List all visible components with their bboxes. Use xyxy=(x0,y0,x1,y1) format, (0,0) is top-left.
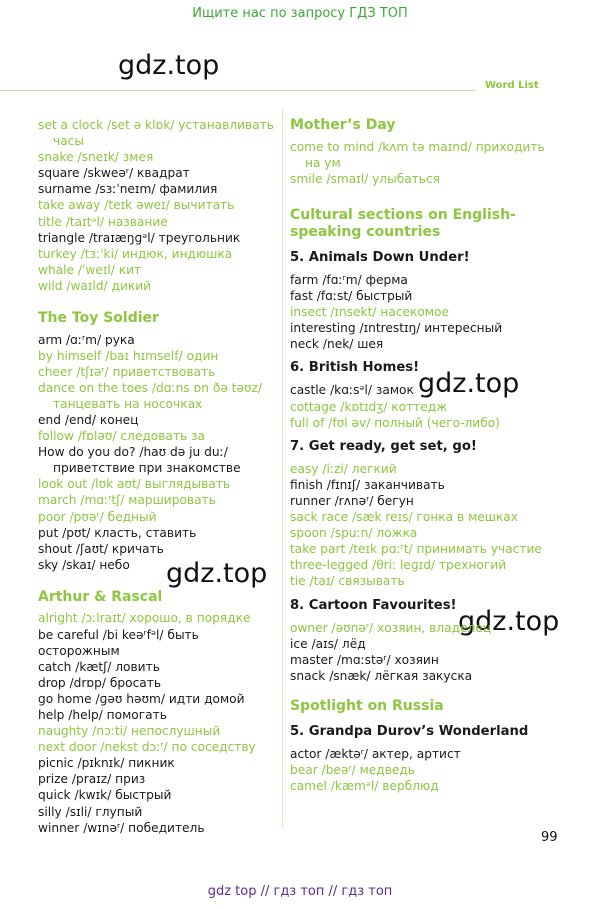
vocab-translation: легкий xyxy=(351,461,397,476)
word-list-label: Word List xyxy=(485,80,539,91)
vocab-entry xyxy=(290,171,560,187)
vocab-translation: квадрат xyxy=(137,166,190,181)
vocab-transcription: /spuːn/ xyxy=(330,526,373,541)
vocab-transcription: /teɪk əweɪ/ xyxy=(104,198,170,213)
watermark-right-mid: gdz.top xyxy=(418,368,520,399)
vocab-word: fast xyxy=(290,288,313,303)
vocab-entry xyxy=(38,610,278,626)
vocab-transcription: /mɑːstəʳ/ xyxy=(336,652,391,667)
vocab-word: master xyxy=(290,652,333,667)
vocab-translation: устанавливать xyxy=(178,118,274,132)
vocab-transcription: /sæk reɪs/ xyxy=(352,510,413,525)
vocab-translation: насекомое xyxy=(380,305,449,320)
vocab-transcription: /pɪknɪk/ xyxy=(77,756,125,771)
vocab-word: triangle xyxy=(38,230,85,245)
vocab-transcription: /iːzi/ xyxy=(322,461,348,476)
vocab-transcription: /pʊt/ xyxy=(62,525,91,540)
vocab-word: bear xyxy=(290,762,318,777)
vocab-translation-continued: на ум xyxy=(305,155,341,170)
vocab-transcription: /nek/ xyxy=(322,337,354,352)
vocab-translation: фамилия xyxy=(159,182,218,197)
subsection-title-animals: 5. Animals Down Under! xyxy=(290,249,470,265)
vocab-transcription: /kɒtɪdʒ/ xyxy=(340,399,388,414)
section-title-spotlight: Spotlight on Russia xyxy=(290,698,444,715)
vocab-word: sky xyxy=(38,557,59,572)
bottom-banner: gdz top // гдз топ // гдз топ xyxy=(207,884,393,899)
right-column xyxy=(290,117,560,794)
vocab-translation: победитель xyxy=(128,820,205,835)
vocab-word: spoon xyxy=(290,526,327,541)
vocab-word: actor xyxy=(290,746,322,761)
vocab-entry xyxy=(290,762,560,778)
vocab-word: three-legged xyxy=(290,558,369,573)
subsection-title-getready: 7. Get ready, get set, go! xyxy=(290,438,477,454)
vocab-transcription: /ɡəʊ həʊm/ xyxy=(95,691,165,706)
vocab-transcription: /fʊl əv/ xyxy=(328,415,371,430)
vocab-transcription: /snæk/ xyxy=(329,668,371,683)
vocab-translation: рука xyxy=(104,332,135,347)
vocab-transcription: /ɔːlraɪt/ xyxy=(81,611,126,626)
vocab-transcription: /kwɪk/ xyxy=(74,788,112,803)
vocab-word: turkey xyxy=(38,246,77,261)
vocab-transcription: /ˈweɪl/ xyxy=(77,262,115,277)
vocab-word: square xyxy=(38,166,80,181)
vocab-transcription: /bi keəʳfᵊl/ xyxy=(102,627,164,642)
vocab-translation: треугольник xyxy=(158,230,241,245)
vocab-transcription: /tʃɪəʳ/ xyxy=(76,364,109,379)
vocab-translation: по соседству xyxy=(171,740,256,755)
vocab-entry xyxy=(290,415,560,431)
vocab-word: owner xyxy=(290,620,328,635)
vocab-translation: принимать участие xyxy=(416,542,542,557)
vocab-entry xyxy=(38,412,278,428)
vocab-transcription: /baɪ hɪmself/ xyxy=(105,348,183,363)
vocab-entry xyxy=(290,139,560,171)
vocab-translation: хозяин xyxy=(394,652,439,667)
vocab-word: end xyxy=(38,413,61,427)
vocab-entry xyxy=(290,320,560,336)
vocab-translation: гонка в мешках xyxy=(416,510,518,525)
vocab-entry xyxy=(38,149,278,165)
vocab-translation: бегун xyxy=(377,494,414,508)
vocab-word: easy xyxy=(290,461,319,476)
left-column xyxy=(38,117,278,836)
column-divider xyxy=(282,108,283,828)
vocab-transcription: /əʊnəʳ/ xyxy=(331,620,374,635)
vocab-translation: помогать xyxy=(106,708,167,722)
vocab-translation: полный (чего-либо) xyxy=(374,415,500,430)
vocab-entry xyxy=(38,691,278,707)
vocab-word: drop xyxy=(38,675,66,690)
vocab-word: catch xyxy=(38,659,72,674)
vocab-transcription: /taɪtᵊl/ xyxy=(65,214,104,229)
vocab-translation: приветствовать xyxy=(112,364,216,379)
vocab-entry xyxy=(290,272,560,288)
vocab-transcription: /sɜːˈneɪm/ xyxy=(95,182,156,197)
vocab-translation: верблюд xyxy=(382,778,439,793)
vocab-transcription: /fɪnɪʃ/ xyxy=(326,477,361,492)
page-number: 99 xyxy=(541,830,558,845)
vocab-entry xyxy=(290,652,560,668)
vocab-translation: следовать за xyxy=(120,429,205,444)
vocab-transcription: /kɑːsᵊl/ xyxy=(330,383,372,398)
vocab-entry xyxy=(290,620,560,636)
vocab-word: next door xyxy=(38,740,97,755)
vocab-word: arm xyxy=(38,332,63,347)
vocab-translation: бросать xyxy=(109,675,162,690)
vocab-transcription: /tɜːˈki/ xyxy=(80,246,119,261)
vocab-translation: бедный xyxy=(107,509,157,524)
vocab-entry xyxy=(38,804,278,820)
vocab-translation: улыбаться xyxy=(372,171,441,186)
vocab-word: follow xyxy=(38,429,74,444)
cartoon-entries xyxy=(290,620,560,684)
vocab-translation: ферма xyxy=(365,272,408,287)
vocab-transcription: /wɪnəʳ/ xyxy=(83,820,125,835)
vocab-translation: змея xyxy=(122,150,154,165)
vocab-entry xyxy=(38,557,278,573)
vocab-entry xyxy=(38,332,278,348)
vocab-translation-continued: приветствие при знакомстве xyxy=(53,461,241,476)
vocab-word: look out xyxy=(38,477,88,492)
vocab-entry xyxy=(290,636,560,652)
vocab-entry xyxy=(38,117,278,149)
vocab-transcription: /ʃaʊt/ xyxy=(75,541,109,556)
vocab-transcription: /drɒp/ xyxy=(69,675,106,690)
vocab-word: be careful xyxy=(38,627,99,642)
vocab-translation: быть осторожным xyxy=(38,627,199,658)
vocab-transcription: /smaɪl/ xyxy=(326,171,369,186)
vocab-entry xyxy=(38,262,278,278)
vocab-translation: связывать xyxy=(338,574,405,589)
vocab-entry xyxy=(38,246,278,262)
vocab-transcription: /skaɪ/ xyxy=(62,557,96,572)
vocab-entry xyxy=(38,525,278,541)
section-title-mothers-day: Mother’s Day xyxy=(290,117,396,133)
vocab-translation: приходить xyxy=(475,139,545,154)
vocab-entry xyxy=(290,382,560,398)
vocab-word: naughty xyxy=(38,724,89,739)
vocab-entry xyxy=(290,541,560,557)
intro-entries xyxy=(38,117,278,294)
vocab-entry xyxy=(38,348,278,364)
animals-entries xyxy=(290,272,560,352)
vocab-word: quick xyxy=(38,788,71,803)
vocab-entry xyxy=(290,288,560,304)
vocab-entry xyxy=(38,707,278,723)
vocab-transcription: /skweəʳ/ xyxy=(83,166,134,181)
header-rule xyxy=(0,90,476,91)
vocab-transcription: /sɪli/ xyxy=(65,804,92,819)
vocab-entry xyxy=(38,627,278,659)
vocab-entry xyxy=(38,278,278,294)
vocab-transcription: /ɑːʳm/ xyxy=(66,332,102,347)
vocab-entry xyxy=(38,428,278,444)
section-title-arthur-rascal: Arthur & Rascal xyxy=(38,588,163,605)
vocab-word: camel xyxy=(290,778,327,793)
vocab-entry xyxy=(38,675,278,691)
vocab-word: snake xyxy=(38,150,74,165)
vocab-transcription: /praɪz/ xyxy=(71,772,112,787)
vocab-word: sack race xyxy=(290,510,349,525)
vocab-word: smile xyxy=(290,171,323,186)
vocab-word: go home xyxy=(38,691,92,706)
vocab-translation: дикий xyxy=(111,278,152,293)
vocab-translation: кричать xyxy=(111,541,164,556)
vocab-translation: ложка xyxy=(376,526,418,541)
vocab-word: take away xyxy=(38,198,101,213)
vocab-transcription: /set ə klɒk/ xyxy=(107,118,175,132)
vocab-word: set a clock xyxy=(38,118,104,132)
vocab-entry xyxy=(290,304,560,320)
vocab-transcription: /waɪld/ xyxy=(66,278,108,293)
vocab-word: How do you do? xyxy=(38,445,136,460)
vocab-entry xyxy=(38,476,278,492)
vocab-transcription: /ɪnsekt/ xyxy=(330,305,377,320)
vocab-entry xyxy=(38,755,278,771)
vocab-word: surname xyxy=(38,182,92,197)
toy-soldier-entries xyxy=(38,332,278,573)
vocab-word: put xyxy=(38,525,59,540)
vocab-transcription: /rʌnəʳ/ xyxy=(334,494,374,508)
vocab-entry xyxy=(290,778,560,794)
subsection-title-durov: 5. Grandpa Durov’s Wonderland xyxy=(290,723,529,739)
vocab-word: tie xyxy=(290,574,306,589)
vocab-entry xyxy=(290,493,560,509)
vocab-transcription: /θriː leɡɪd/ xyxy=(372,558,436,573)
vocab-translation: быстрый xyxy=(356,288,413,303)
vocab-translation-continued: танцевать на носочках xyxy=(53,396,203,411)
subsection-title-cartoon: 8. Cartoon Favourites! xyxy=(290,597,457,613)
vocab-translation: заканчивать xyxy=(364,477,445,492)
vocab-word: shout xyxy=(38,541,73,556)
vocab-entry xyxy=(38,659,278,675)
vocab-word: runner xyxy=(290,494,331,508)
vocab-entry xyxy=(38,444,278,476)
vocab-entry xyxy=(38,380,278,412)
vocab-word: snack xyxy=(290,668,326,683)
vocab-word: march xyxy=(38,493,77,508)
vocab-translation: один xyxy=(186,348,219,363)
vocab-translation: лёд xyxy=(341,636,366,651)
vocab-entry xyxy=(290,668,560,684)
watermark-center: gdz.top xyxy=(166,558,268,589)
mothers-day-entries xyxy=(290,139,560,187)
vocab-translation: трехногий xyxy=(438,558,507,573)
vocab-translation: медведь xyxy=(359,762,415,777)
vocab-transcription: /sneɪk/ xyxy=(77,150,119,165)
vocab-translation: пикник xyxy=(128,756,175,771)
vocab-transcription: /kætʃ/ xyxy=(75,659,112,674)
vocab-transcription: /taɪ/ xyxy=(309,574,335,589)
vocab-translation: быстрый xyxy=(115,788,172,803)
vocab-transcription: /kæmᵊl/ xyxy=(330,778,379,793)
arthur-rascal-entries xyxy=(38,610,278,835)
vocab-translation: шея xyxy=(357,337,384,352)
vocab-word: dance on the toes xyxy=(38,380,149,395)
vocab-word: full of xyxy=(290,415,325,430)
watermark-top: gdz.top xyxy=(118,50,220,81)
vocab-word: whale xyxy=(38,262,75,277)
vocab-transcription: /kʌm tə maɪnd/ xyxy=(378,139,472,154)
vocab-entry xyxy=(38,739,278,755)
vocab-word: insect xyxy=(290,305,327,320)
vocab-transcription: /help/ xyxy=(68,708,103,722)
vocab-word: come to mind xyxy=(290,139,375,154)
vocab-transcription: /fɑːst/ xyxy=(316,288,353,303)
vocab-word: picnic xyxy=(38,756,74,771)
vocab-translation: класть, ставить xyxy=(94,525,197,540)
vocab-entry xyxy=(38,541,278,557)
vocab-entry xyxy=(290,336,560,352)
vocab-translation: идти домой xyxy=(168,691,245,706)
vocab-transcription: /fɑːʳm/ xyxy=(322,272,362,287)
vocab-translation: непослушный xyxy=(131,724,221,739)
vocab-transcription: /æktəʳ/ xyxy=(325,746,368,761)
vocab-translation: замок xyxy=(375,383,414,398)
vocab-word: title xyxy=(38,214,62,229)
vocab-entry xyxy=(290,746,560,762)
vocab-word: silly xyxy=(38,804,62,819)
vocab-translation: индюк, индюшка xyxy=(121,246,233,261)
vocab-entry xyxy=(38,364,278,380)
vocab-transcription: /nɔːti/ xyxy=(92,724,128,739)
vocab-transcription: /nekst dɔːʳ/ xyxy=(100,740,168,755)
vocab-entry xyxy=(38,214,278,230)
vocab-transcription: /traɪæŋɡᵊl/ xyxy=(88,230,155,245)
vocab-word: interesting xyxy=(290,321,356,336)
vocab-translation: маршировать xyxy=(128,493,216,508)
vocab-entry xyxy=(38,165,278,181)
vocab-translation: кит xyxy=(118,262,142,277)
vocab-entry xyxy=(38,492,278,508)
vocab-word: by himself xyxy=(38,348,102,363)
british-entries xyxy=(290,382,560,430)
section-title-toy-soldier: The Toy Soldier xyxy=(38,310,159,327)
vocab-word: cottage xyxy=(290,399,337,414)
vocab-translation: небо xyxy=(99,557,130,572)
vocab-entry xyxy=(290,557,560,573)
vocab-transcription: /dɑːns ɒn ðə təʊz/ xyxy=(151,380,262,395)
vocab-entry xyxy=(38,723,278,739)
vocab-translation: название xyxy=(107,214,168,229)
vocab-word: farm xyxy=(290,272,319,287)
vocab-entry xyxy=(290,461,560,477)
vocab-entry xyxy=(38,787,278,803)
vocab-translation: интересный xyxy=(424,321,503,336)
watermark-right-low: gdz.top xyxy=(458,606,560,637)
vocab-transcription: /mɑːʳtʃ/ xyxy=(80,493,125,508)
vocab-transcription: /beəʳ/ xyxy=(321,762,356,777)
vocab-transcription: /ɪntrestɪŋ/ xyxy=(359,321,421,336)
vocab-entry xyxy=(290,399,560,415)
vocab-word: castle xyxy=(290,383,327,398)
vocab-word: finish xyxy=(290,477,323,492)
subsection-title-british: 6. British Homes! xyxy=(290,360,420,376)
vocab-translation: лёгкая закуска xyxy=(374,668,473,683)
vocab-entry xyxy=(38,509,278,525)
vocab-entry xyxy=(290,573,560,589)
vocab-translation: конец xyxy=(99,413,139,427)
vocab-transcription: /end/ xyxy=(64,413,97,427)
vocab-word: take part xyxy=(290,542,346,557)
vocab-word: cheer xyxy=(38,364,73,379)
vocab-word: prize xyxy=(38,772,69,787)
vocab-transcription: /pʊəʳ/ xyxy=(69,509,104,524)
vocab-translation-continued: часы xyxy=(53,134,84,149)
vocab-transcription: /haʊ də ju duː/ xyxy=(139,445,228,460)
vocab-entry xyxy=(38,230,278,246)
vocab-transcription: /teɪk pɑːʳt/ xyxy=(349,542,413,557)
vocab-word: neck xyxy=(290,337,319,352)
vocab-entry xyxy=(38,181,278,197)
vocab-transcription: /fɒləʊ/ xyxy=(77,429,117,444)
vocab-translation: ловить xyxy=(115,659,160,674)
vocab-entry xyxy=(38,820,278,836)
vocab-word: winner xyxy=(38,820,80,835)
vocab-entry xyxy=(38,197,278,213)
vocab-word: alright xyxy=(38,611,78,626)
vocab-translation: коттедж xyxy=(391,399,448,414)
section-title-cultural: Cultural sections on English-speaking countries xyxy=(290,206,516,241)
durov-entries xyxy=(290,746,560,794)
vocab-entry xyxy=(290,509,560,525)
vocab-translation: приз xyxy=(115,772,146,787)
vocab-entry xyxy=(290,477,560,493)
vocab-transcription: /lʊk aʊt/ xyxy=(91,477,141,492)
vocab-translation: актер, артист xyxy=(371,746,461,761)
vocab-translation: вычитать xyxy=(173,198,235,213)
vocab-word: ice xyxy=(290,636,308,651)
vocab-translation: глупый xyxy=(95,804,143,819)
vocab-entry xyxy=(290,525,560,541)
vocab-word: wild xyxy=(38,278,63,293)
vocab-translation: хорошо, в порядке xyxy=(129,611,251,626)
vocab-translation: хозяин, владелец xyxy=(377,620,492,635)
vocab-translation: выглядывать xyxy=(144,477,231,492)
getready-entries xyxy=(290,461,560,590)
vocab-word: help xyxy=(38,708,65,722)
vocab-word: poor xyxy=(38,509,66,524)
vocab-entry xyxy=(38,771,278,787)
top-banner: Ищите нас по запросу ГДЗ ТОП xyxy=(192,6,408,21)
vocab-transcription: /aɪs/ xyxy=(311,636,339,651)
